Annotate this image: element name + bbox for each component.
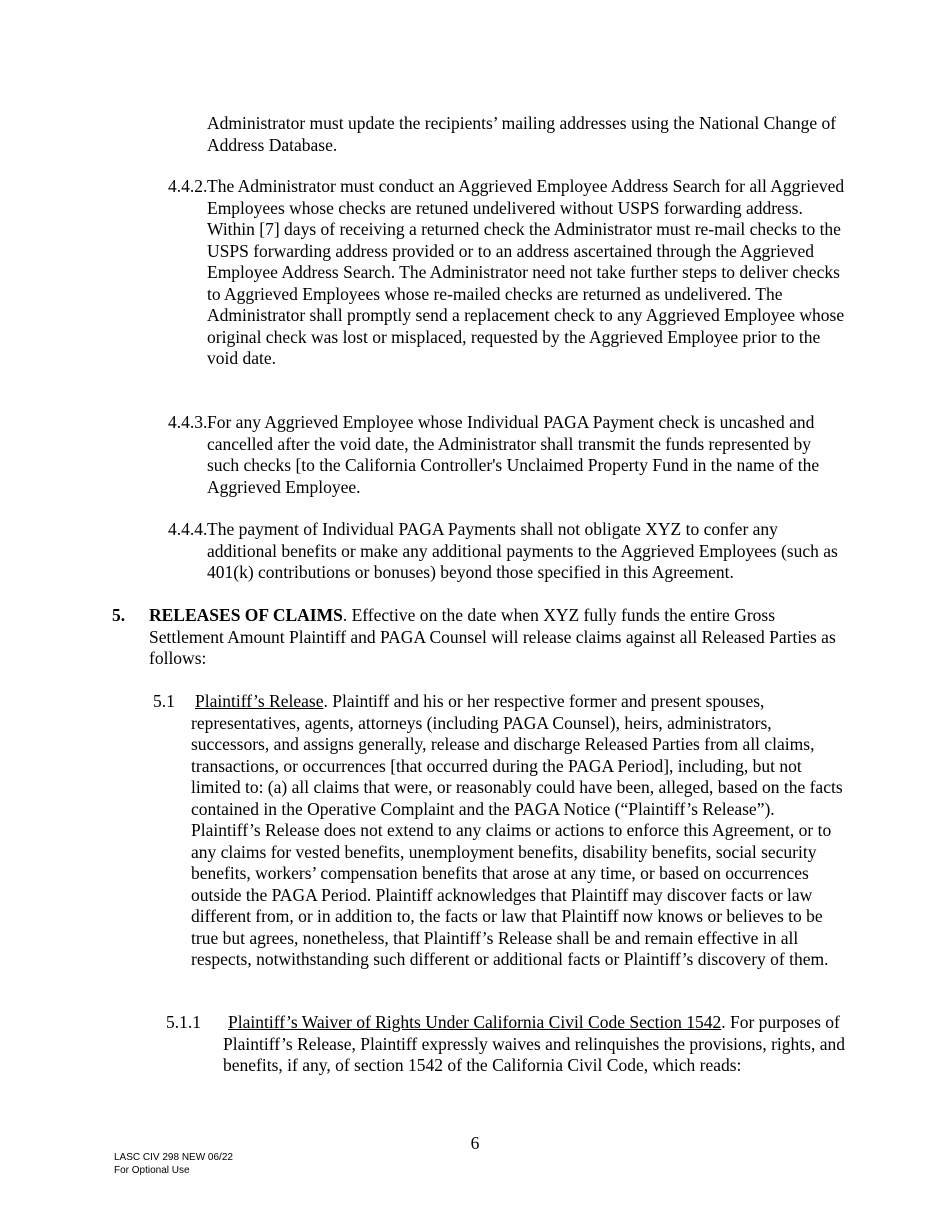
section-5-1-number: 5.1 xyxy=(153,691,175,711)
section-4-4-2-text: The Administrator must conduct an Aggrieved Employee Address Search for all Aggrieved Employees whose checks are retuned undelivered without USPS forwarding address. Within [7] days of receiving a returned check the Administrator must re-mail checks to the USPS forwarding address provided or to an address ascertained through the Aggrieved Employee Address Search. The Administrator need not take further steps to deliver checks to Aggrieved Employees whose re-mailed checks are returned as undelivered. The Administrator shall promptly send a replacement check to any Aggrieved Employee whose original check was lost or misplaced, requested by the Aggrieved Employee prior to the void date. xyxy=(207,176,845,368)
section-4-4-4-number: 4.4.4. xyxy=(168,519,208,539)
section-4-4-2-number: 4.4.2. xyxy=(168,176,208,196)
section-4-4-3-text: For any Aggrieved Employee whose Individual PAGA Payment check is uncashed and cancelled after the void date, the Administrator shall transmit the funds represented by such checks [to the California Controller's Unclaimed Property Fund in the name of the Aggrieved Employee. xyxy=(207,412,820,497)
footer-note: For Optional Use xyxy=(114,1164,190,1176)
section-4-4-2 xyxy=(168,176,847,370)
section-4-4-4 xyxy=(168,519,847,584)
continued-paragraph-text: Administrator must update the recipients’ mailing addresses using the National Change of Address Database. xyxy=(207,113,837,155)
section-4-4-4-text: The payment of Individual PAGA Payments shall not obligate XYZ to confer any additional benefits or make any additional payments to the Aggrieved Employees (such as 401(k) contributions or bonuses) beyond those specified in this Agreement. xyxy=(207,519,838,582)
section-5-1-text: . Plaintiff and his or her respective former and present spouses, representatives, agents, attorneys (including PAGA Counsel), heirs, administrators, successors, and assigns generally, release and discharge Released Parties from all claims, transactions, or occurrences [that occurred during the PAGA Period], including, but not limited to: (a) all claims that were, or reasonably could have been, alleged, based on the facts contained in the Operative Complaint and the PAGA Notice (“Plaintiff’s Release”). Plaintiff’s Release does not extend to any claims or actions to enforce this Agreement, or to any claims for vested benefits, unemployment benefits, disability benefits, social security benefits, workers’ compensation benefits that arose at any time, or based on occurrences outside the PAGA Period. Plaintiff acknowledges that Plaintiff may discover facts or law different from, or in addition to, the facts or law that Plaintiff now knows or believes to be true but agrees, nonetheless, that Plaintiff’s Release shall be and remain effective in all respects, notwithstanding such different or additional facts or Plaintiff’s discovery of them. xyxy=(191,691,843,969)
section-4-4-3 xyxy=(168,412,847,498)
footer xyxy=(114,1152,233,1177)
page-number: 6 xyxy=(470,1133,480,1153)
section-5-1-1-text: . For purposes of Plaintiff’s Release, Plaintiff expressly waives and relinquishes the provisions, rights, and benefits, if any, of section 1542 of the California Civil Code, which reads: xyxy=(223,1012,845,1075)
section-5-text: . Effective on the date when XYZ fully funds the entire Gross Settlement Amount Plaintiff and PAGA Counsel will release claims against all Released Parties as follows: xyxy=(149,605,836,668)
section-5 xyxy=(112,605,847,670)
section-5-1-heading: Plaintiff’s Release xyxy=(195,691,324,711)
section-5-1 xyxy=(153,691,847,971)
continued-paragraph xyxy=(207,113,847,156)
section-5-1-1 xyxy=(166,1012,847,1077)
section-5-number: 5. xyxy=(112,605,126,625)
section-5-1-1-number: 5.1.1 xyxy=(166,1012,201,1032)
section-5-1-1-heading: Plaintiff’s Waiver of Rights Under California Civil Code Section 1542 xyxy=(228,1012,722,1032)
section-5-heading: RELEASES OF CLAIMS xyxy=(149,605,343,625)
footer-form-code: LASC CIV 298 NEW 06/22 xyxy=(114,1152,233,1163)
section-4-4-3-number: 4.4.3. xyxy=(168,412,208,432)
